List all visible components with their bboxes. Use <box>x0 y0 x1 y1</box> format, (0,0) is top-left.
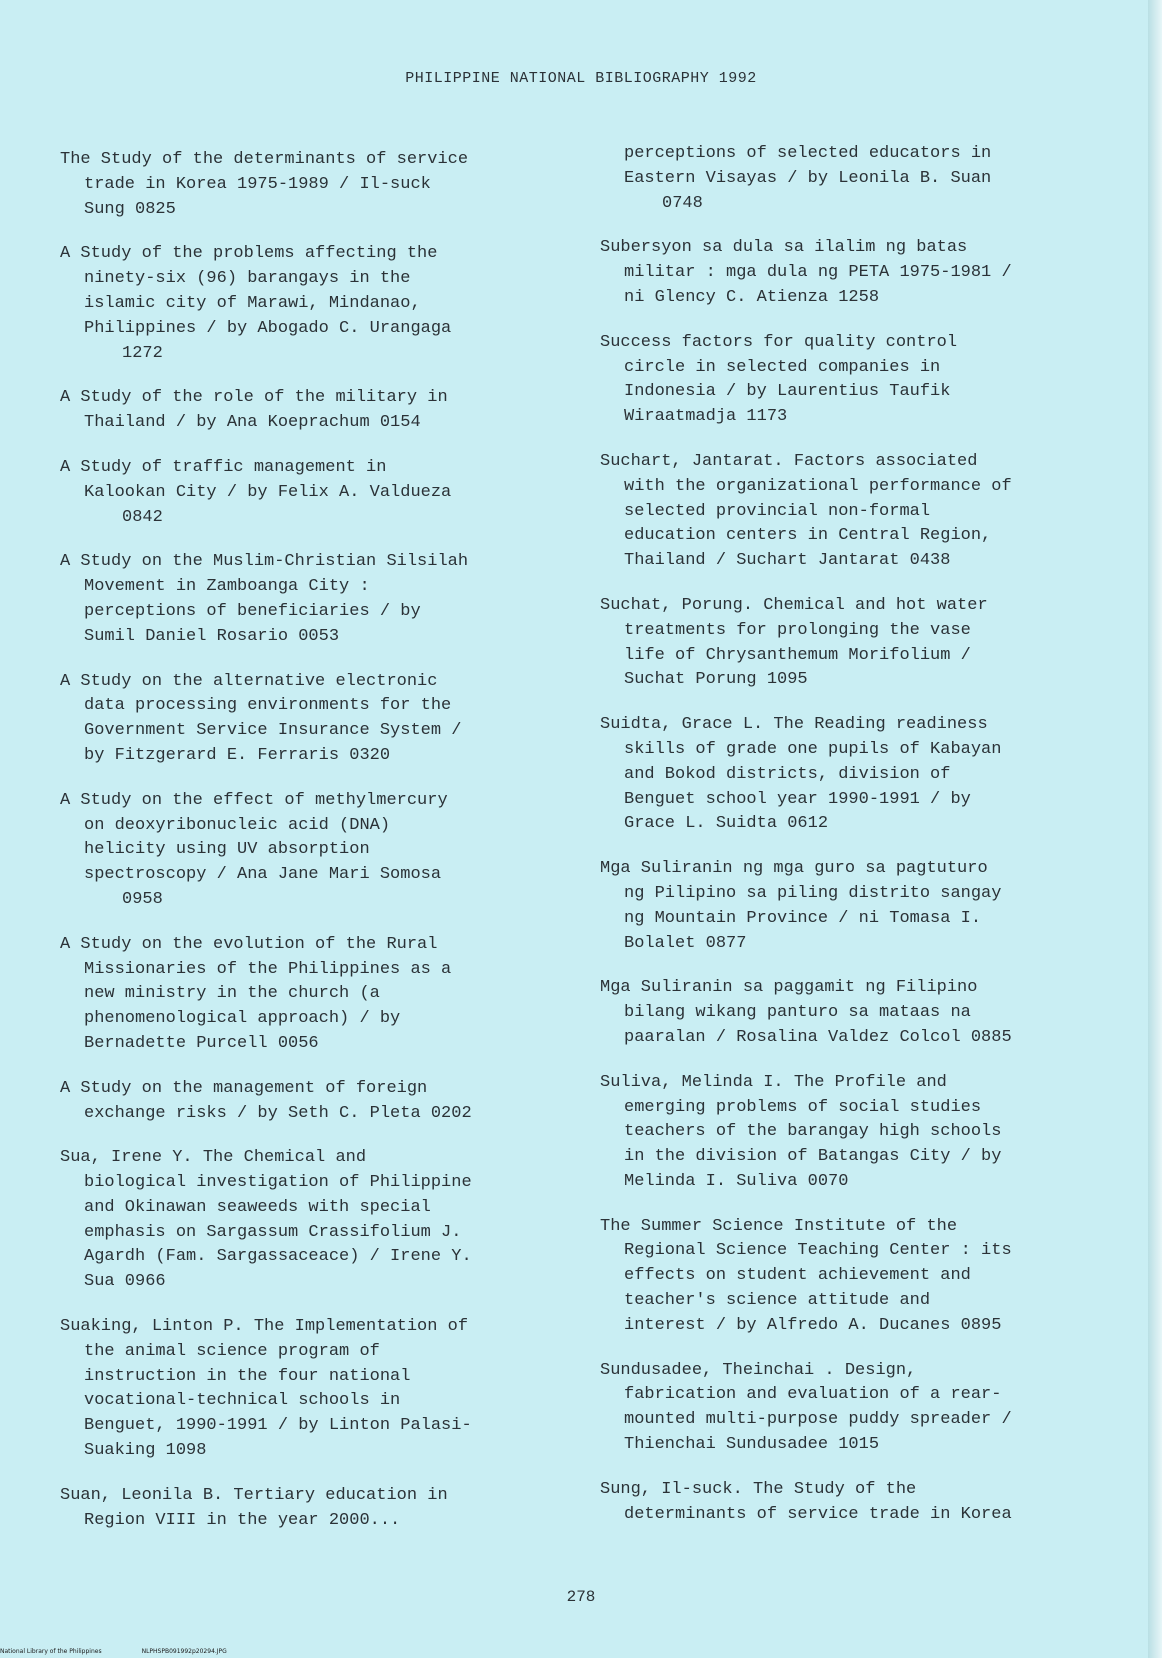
entry-line: 0958 <box>122 889 163 909</box>
entry-line: Bolalet 0877 <box>624 933 747 953</box>
entry-line: 0748 <box>662 193 703 213</box>
entry-line: teacher's science attitude and <box>624 1291 931 1311</box>
entry-line: Benguet, 1990-1991 / by Linton Palasi- <box>84 1416 472 1436</box>
entry-line: treatments for prolonging the vase <box>624 620 971 640</box>
entry-line: Suliva, Melinda I. The Profile and <box>600 1072 947 1092</box>
page-edge <box>1148 0 1162 1658</box>
bibliography-entry <box>600 1359 1110 1458</box>
bibliography-entry <box>60 933 570 1057</box>
bibliography-entry <box>600 236 1110 310</box>
entry-line: Suchat, Porung. Chemical and hot water <box>600 595 988 615</box>
entry-line: with the organizational performance of <box>624 476 1012 496</box>
bibliography-entry <box>60 148 570 222</box>
entry-line: helicity using UV absorption <box>84 840 370 860</box>
entry-line: ninety-six (96) barangays in the <box>84 269 411 289</box>
entry-line: ni Glency C. Atienza 1258 <box>624 287 880 307</box>
entry-line: spectroscopy / Ana Jane Mari Somosa <box>84 865 442 885</box>
entry-line: Bernadette Purcell 0056 <box>84 1033 319 1053</box>
bibliography-entry <box>600 857 1110 956</box>
entry-line: trade in Korea 1975-1989 / Il-suck <box>84 174 431 194</box>
entry-line: teachers of the barangay high schools <box>624 1122 1002 1142</box>
entry-line: exchange risks / by Seth C. Pleta 0202 <box>84 1103 472 1123</box>
page-header: PHILIPPINE NATIONAL BIBLIOGRAPHY 1992 <box>405 70 757 87</box>
bibliography-entry <box>600 450 1110 574</box>
entry-line: perceptions of selected educators in <box>624 144 992 163</box>
bibliography-entry <box>60 456 570 530</box>
entry-line: Kalookan City / by Felix A. Valdueza <box>84 482 452 502</box>
bibliography-entry <box>60 242 570 366</box>
entry-line: Sua, Irene Y. The Chemical and <box>60 1148 367 1168</box>
entry-line: Region VIII in the year 2000... <box>84 1510 401 1530</box>
entry-line: Eastern Visayas / by Leonila B. Suan <box>624 168 992 188</box>
entry-line: Indonesia / by Laurentius Taufik <box>624 382 951 402</box>
bibliography-entry <box>600 713 1110 837</box>
entry-line: biological investigation of Philippine <box>84 1173 472 1193</box>
entry-line: Thienchai Sundusadee 1015 <box>624 1435 880 1455</box>
entry-line: mounted multi-purpose puddy spreader / <box>624 1410 1012 1430</box>
entry-line: Suan, Leonila B. Tertiary education in <box>60 1485 448 1505</box>
entry-line: instruction in the four national <box>84 1366 411 1386</box>
entry-line: Subersyon sa dula sa ilalim ng batas <box>600 238 968 258</box>
entry-line: A Study on the evolution of the Rural <box>60 934 438 954</box>
entry-line: Sua 0966 <box>84 1272 166 1292</box>
entry-line: The Summer Science Institute of the <box>600 1216 958 1236</box>
entry-line: Benguet school year 1990-1991 / by <box>624 789 971 809</box>
entry-line: fabrication and evaluation of a rear- <box>624 1385 1002 1405</box>
bibliography-entry <box>60 550 570 649</box>
entry-line: skills of grade one pupils of Kabayan <box>624 739 1002 759</box>
entry-line: A Study on the management of foreign <box>60 1078 428 1098</box>
entry-line: interest / by Alfredo A. Ducanes 0895 <box>624 1315 1002 1335</box>
bibliography-entry <box>60 1315 570 1464</box>
entry-line: Melinda I. Suliva 0070 <box>624 1171 849 1191</box>
right-column <box>600 142 1110 1547</box>
bibliography-entry <box>600 1478 1110 1528</box>
bibliography-entry <box>60 386 570 436</box>
entry-line: bilang wikang panturo sa mataas na <box>624 1003 971 1023</box>
entry-line: perceptions of beneficiaries / by <box>84 601 421 621</box>
entry-line: by Fitzgerard E. Ferraris 0320 <box>84 745 391 765</box>
entry-line: new ministry in the church (a <box>84 984 380 1004</box>
bibliography-entry <box>600 976 1110 1050</box>
entry-line: selected provincial non-formal <box>624 501 931 521</box>
entry-line: Thailand / by Ana Koeprachum 0154 <box>84 413 421 433</box>
entry-line: A Study on the Muslim-Christian Silsilah <box>60 552 469 572</box>
entry-line: ng Mountain Province / ni Tomasa I. <box>624 908 982 928</box>
bibliography-entry <box>60 789 570 913</box>
entry-line: Suidta, Grace L. The Reading readiness <box>600 715 988 735</box>
entry-line: Suaking, Linton P. The Implementation of <box>60 1317 469 1337</box>
entry-line: A Study of the problems affecting the <box>60 244 438 264</box>
entry-line: 1272 <box>122 343 163 363</box>
entry-line: A Study on the alternative electronic <box>60 671 438 691</box>
entry-line: in the division of Batangas City / by <box>624 1147 1002 1167</box>
entry-line: data processing environments for the <box>84 696 452 716</box>
entry-line: Sumil Daniel Rosario 0053 <box>84 626 340 646</box>
entry-line: determinants of service trade in Korea <box>624 1504 1012 1524</box>
entry-line: and Okinawan seaweeds with special <box>84 1197 431 1217</box>
entry-line: Success factors for quality control <box>600 332 958 352</box>
entry-line: Mga Suliranin ng mga guro sa pagtuturo <box>600 859 988 879</box>
entry-line: Missionaries of the Philippines as a <box>84 959 452 979</box>
entry-line: islamic city of Marawi, Mindanao, <box>84 293 421 313</box>
entry-line: emerging problems of social studies <box>624 1097 982 1117</box>
entry-line: vocational-technical schools in <box>84 1391 401 1411</box>
bibliography-entry <box>600 142 1110 216</box>
entry-line: phenomenological approach) / by <box>84 1009 401 1029</box>
entry-line: Suchart, Jantarat. Factors associated <box>600 451 978 471</box>
entry-line: life of Chrysanthemum Morifolium / <box>624 645 971 665</box>
bibliography-entry <box>600 331 1110 430</box>
entry-line: militar : mga dula ng PETA 1975-1981 / <box>624 263 1012 283</box>
entry-line: Wiraatmadja 1173 <box>624 407 788 427</box>
entry-line: on deoxyribonucleic acid (DNA) <box>84 815 391 835</box>
entry-line: Regional Science Teaching Center : its <box>624 1241 1012 1261</box>
entry-line: Sundusadee, Theinchai . Design, <box>600 1360 917 1380</box>
footer-library: National Library of the Philippines <box>0 1648 102 1655</box>
page-number: 278 <box>566 1588 596 1606</box>
entry-line: ng Pilipino sa piling distrito sangay <box>624 883 1002 903</box>
entry-line: emphasis on Sargassum Crassifolium J. <box>84 1222 462 1242</box>
scan-footer <box>0 1648 227 1655</box>
entry-line: circle in selected companies in <box>624 357 941 377</box>
bibliography-entry <box>600 1215 1110 1339</box>
entry-line: Government Service Insurance System / <box>84 721 462 741</box>
bibliography-entry <box>600 594 1110 693</box>
bibliography-entry <box>60 1146 570 1295</box>
entry-line: Thailand / Suchart Jantarat 0438 <box>624 551 951 571</box>
entry-line: Philippines / by Abogado C. Urangaga <box>84 318 452 338</box>
entry-line: A Study of the role of the military in <box>60 388 448 408</box>
entry-line: paaralan / Rosalina Valdez Colcol 0885 <box>624 1027 1012 1047</box>
entry-line: Movement in Zamboanga City : <box>84 577 370 597</box>
footer-filename: NLPHSPB091992p20294.JPG <box>141 1648 227 1655</box>
entry-line: the animal science program of <box>84 1341 380 1361</box>
entry-line: effects on student achievement and <box>624 1266 971 1286</box>
entry-line: Sung 0825 <box>84 199 176 219</box>
left-column <box>60 148 570 1553</box>
bibliography-entry <box>60 1077 570 1127</box>
entry-line: Mga Suliranin sa paggamit ng Filipino <box>600 978 978 998</box>
bibliography-entry <box>60 670 570 769</box>
entry-line: Agardh (Fam. Sargassaceace) / Irene Y. <box>84 1247 472 1267</box>
bibliography-entry <box>60 1484 570 1534</box>
entry-line: A Study of traffic management in <box>60 457 387 477</box>
entry-line: Suaking 1098 <box>84 1441 207 1461</box>
entry-line: Sung, Il-suck. The Study of the <box>600 1479 917 1499</box>
bibliography-entry <box>600 1071 1110 1195</box>
entry-line: education centers in Central Region, <box>624 526 992 546</box>
entry-line: Suchat Porung 1095 <box>624 670 808 690</box>
entry-line: Grace L. Suidta 0612 <box>624 814 829 834</box>
entry-line: and Bokod districts, division of <box>624 764 951 784</box>
entry-line: 0842 <box>122 507 163 527</box>
entry-line: A Study on the effect of methylmercury <box>60 790 448 810</box>
entry-line: The Study of the determinants of service <box>60 150 469 169</box>
